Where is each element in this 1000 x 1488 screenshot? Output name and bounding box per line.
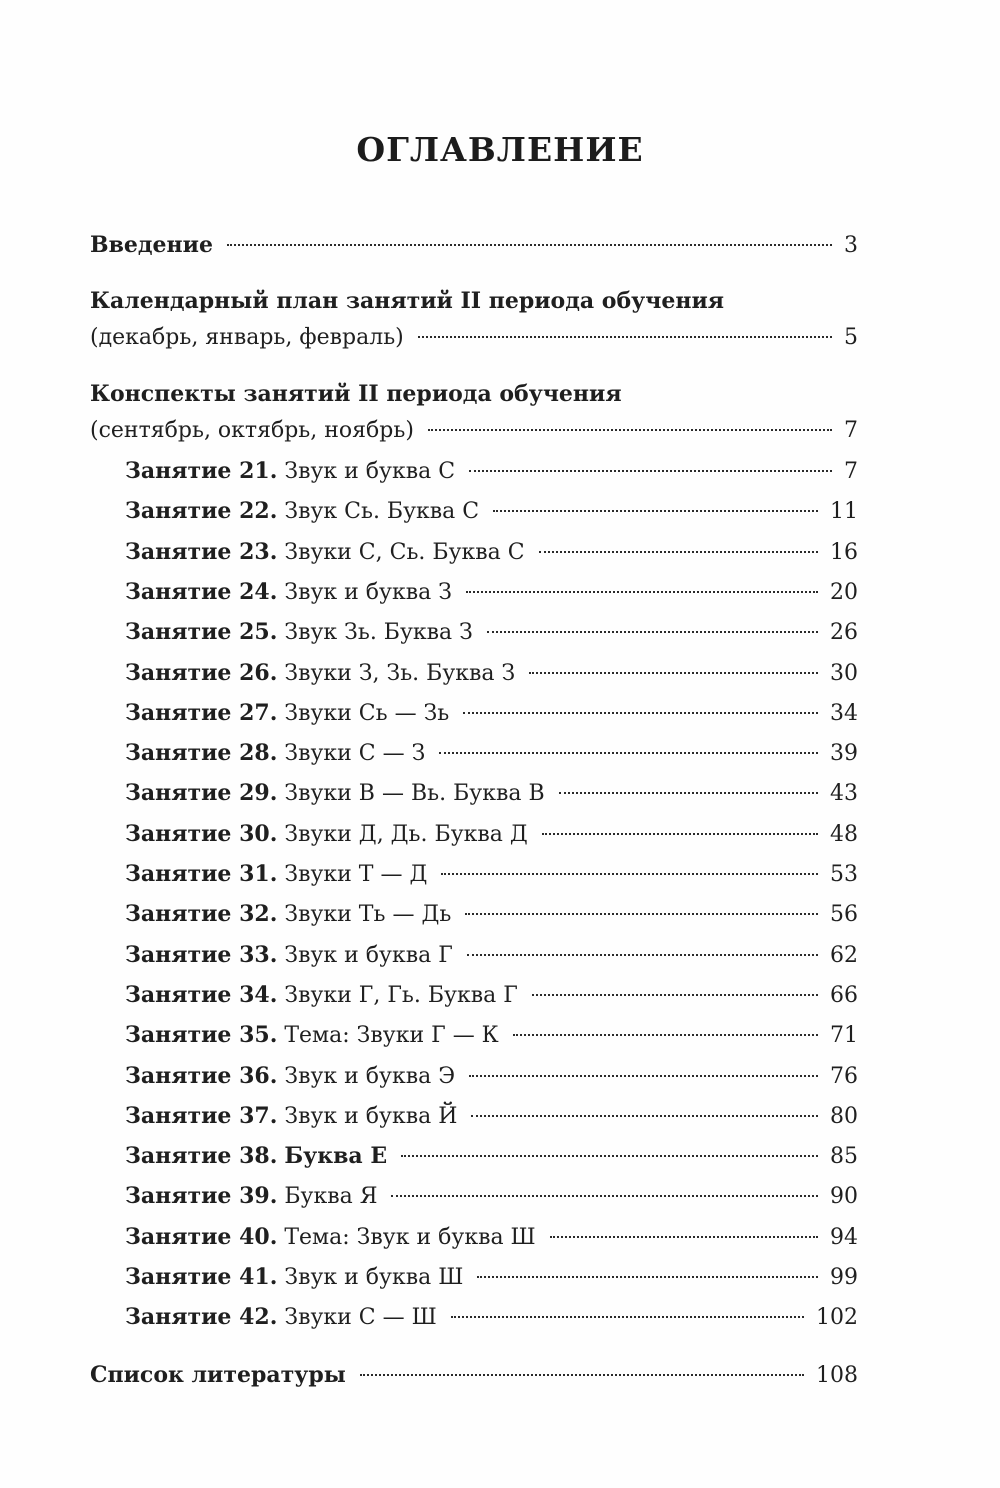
lesson-number: Занятие 29. [125, 780, 278, 807]
dot-leader [513, 1034, 818, 1036]
toc-lesson-entry[interactable] [125, 496, 858, 527]
lesson-topic: Звуки С, Сь. Буква С [284, 539, 525, 565]
dot-leader [428, 429, 832, 431]
lesson-number: Занятие 41. [125, 1264, 278, 1290]
lesson-label [125, 1061, 455, 1092]
toc-page-number: 7 [844, 418, 858, 443]
lesson-number: Занятие 22. [125, 498, 278, 525]
dot-leader [559, 792, 818, 794]
lesson-topic: Звуки З, Зь. Буква З [284, 660, 516, 686]
lesson-topic: Тема: Звуки Г — К [284, 1023, 499, 1049]
toc-page-number: 7 [844, 459, 858, 484]
toc-entry-notes[interactable] [90, 416, 858, 446]
lesson-topic: Звуки Сь — Зь [284, 700, 450, 726]
dot-leader [529, 672, 818, 674]
toc-page-number: 5 [844, 325, 858, 350]
toc-page-number: 26 [830, 620, 858, 646]
lesson-number: Занятие 21. [125, 458, 278, 484]
toc-entry-bibliography[interactable] [90, 1360, 858, 1391]
lesson-label [125, 1262, 463, 1293]
lesson-label [125, 1222, 536, 1253]
lesson-label [125, 859, 427, 890]
lesson-label [125, 1181, 377, 1212]
toc-lesson-entry[interactable] [125, 456, 858, 487]
lesson-topic: Тема: Звук и буква Ш [284, 1224, 536, 1250]
lesson-topic: Звук и буква С [284, 459, 456, 484]
dot-leader [418, 336, 832, 338]
dot-leader [477, 1276, 818, 1278]
dot-leader [471, 1115, 818, 1117]
toc-page-number: 80 [830, 1103, 858, 1129]
lesson-number: Занятие 33. [125, 941, 278, 968]
toc-lesson-entry[interactable] [125, 778, 858, 809]
toc-lesson-entry[interactable] [125, 577, 858, 608]
toc-page-number: 11 [830, 499, 858, 525]
toc-page-number: 56 [830, 902, 858, 928]
lesson-label [125, 496, 479, 527]
lesson-topic: Звук и буква Г [284, 942, 453, 968]
toc-lesson-entry[interactable] [125, 1181, 858, 1212]
lesson-label [125, 617, 473, 648]
lesson-topic: Звуки Г, Гь. Буква Г [284, 982, 518, 1008]
toc-page-number: 102 [816, 1305, 858, 1331]
lesson-topic: Звуки С — Ш [284, 1305, 437, 1331]
toc-lesson-entry[interactable] [125, 1141, 858, 1172]
toc-lesson-entry[interactable] [125, 738, 858, 769]
page-title: ОГЛАВЛЕНИЕ [356, 130, 644, 169]
dot-leader [360, 1374, 804, 1376]
toc-heading-notes[interactable]: Конспекты занятий II периода обучения [90, 381, 622, 407]
toc-page-number: 30 [830, 660, 858, 686]
toc-lesson-entry[interactable] [125, 819, 858, 850]
lesson-number: Занятие 25. [125, 619, 278, 646]
dot-leader [467, 954, 818, 956]
lesson-label [125, 940, 453, 971]
lesson-label [125, 1141, 387, 1172]
toc-entry-calendar[interactable] [90, 323, 858, 353]
lesson-topic: Буква Я [284, 1184, 378, 1210]
toc-entry-intro[interactable] [90, 230, 858, 261]
toc-page-number: 3 [844, 233, 858, 258]
lesson-label [125, 738, 425, 769]
toc-lesson-entry[interactable] [125, 980, 858, 1011]
lesson-label [125, 698, 449, 729]
lesson-label [125, 778, 545, 809]
lesson-label [125, 577, 452, 608]
lesson-number: Занятие 24. [125, 578, 278, 605]
toc-page-number: 62 [830, 942, 858, 968]
lesson-number: Занятие 32. [125, 901, 278, 928]
toc-lesson-entry[interactable] [125, 537, 858, 568]
dot-leader [542, 833, 818, 835]
dot-leader [493, 510, 818, 512]
lesson-topic: Звук и буква З [284, 579, 452, 605]
lesson-number: Занятие 26. [125, 659, 278, 686]
dot-leader [532, 994, 818, 996]
lesson-number: Занятие 39. [125, 1183, 278, 1210]
toc-page-number: 66 [830, 982, 858, 1008]
dot-leader [539, 551, 818, 553]
toc-entry-subtitle: (сентябрь, октябрь, ноябрь) [90, 418, 414, 443]
toc-page-number: 48 [830, 821, 858, 847]
dot-leader [487, 631, 818, 633]
toc-lesson-entry[interactable] [125, 658, 858, 689]
toc-lesson-entry[interactable] [125, 899, 858, 930]
dot-leader [391, 1195, 818, 1197]
dot-leader [465, 913, 818, 915]
dot-leader [451, 1316, 804, 1318]
toc-lesson-entry[interactable] [125, 859, 858, 890]
dot-leader [441, 873, 818, 875]
lesson-number: Занятие 31. [125, 861, 278, 887]
lesson-label [125, 819, 528, 850]
lesson-label [125, 537, 525, 568]
toc-lesson-entry[interactable] [125, 617, 858, 648]
toc-lesson-entry[interactable] [125, 1302, 858, 1333]
lesson-topic: Звуки Д, Дь. Буква Д [284, 821, 528, 847]
toc-lesson-entry[interactable] [125, 1222, 858, 1253]
dot-leader [469, 470, 832, 472]
lesson-label [125, 1302, 437, 1333]
toc-heading-calendar[interactable]: Календарный план занятий II периода обучения [90, 288, 725, 314]
toc-page-number: 53 [830, 862, 858, 887]
toc-lesson-entry[interactable] [125, 1101, 858, 1132]
lesson-number: Занятие 42. [125, 1304, 278, 1331]
dot-leader [466, 591, 818, 593]
lesson-topic: Звук и буква Й [284, 1103, 458, 1129]
toc-lesson-entry[interactable] [125, 940, 858, 971]
toc-lesson-entry[interactable] [125, 1061, 858, 1092]
lesson-topic: Звук и буква Ш [284, 1265, 464, 1290]
lesson-topic: Звук Зь. Буква З [284, 620, 473, 646]
dot-leader [401, 1155, 818, 1157]
lesson-label [125, 456, 455, 487]
lesson-number: Занятие 38. [125, 1143, 278, 1170]
lesson-topic: Звук Сь. Буква С [284, 499, 480, 525]
toc-page-number: 34 [830, 700, 858, 726]
toc-page-number: 39 [830, 741, 858, 767]
toc-page-number: 76 [830, 1063, 858, 1089]
lesson-topic: Звуки В — Вь. Буква В [284, 781, 545, 807]
dot-leader [439, 752, 818, 754]
lesson-label [125, 658, 515, 689]
toc-page-number: 20 [830, 579, 858, 605]
dot-leader [463, 712, 818, 714]
toc-page-number: 85 [830, 1144, 858, 1170]
dot-leader [550, 1236, 818, 1238]
lesson-topic: Буква Е [284, 1143, 388, 1170]
lesson-number: Занятие 34. [125, 981, 278, 1008]
toc-page-number: 43 [830, 781, 858, 807]
dot-leader [227, 244, 832, 246]
lesson-number: Занятие 23. [125, 538, 278, 565]
toc-entry-label: Введение [90, 232, 213, 258]
toc-page-number: 90 [830, 1184, 858, 1210]
toc-lesson-entry[interactable] [125, 1262, 858, 1293]
toc-lesson-entry[interactable] [125, 1020, 858, 1051]
lesson-topic: Звук и буква Э [284, 1063, 456, 1089]
toc-page-number: 99 [830, 1265, 858, 1290]
lesson-number: Занятие 37. [125, 1102, 278, 1129]
dot-leader [469, 1075, 818, 1077]
lesson-topic: Звуки Т — Д [284, 862, 428, 887]
lesson-number: Занятие 36. [125, 1062, 278, 1089]
lesson-label [125, 1101, 457, 1132]
lesson-number: Занятие 28. [125, 740, 278, 767]
toc-page-number: 94 [830, 1224, 858, 1250]
toc-page-number: 71 [830, 1023, 858, 1049]
toc-lesson-entry[interactable] [125, 698, 858, 729]
lesson-number: Занятие 35. [125, 1022, 278, 1049]
lesson-topic: Звуки Ть — Дь [284, 902, 452, 928]
toc-entry-subtitle: (декабрь, январь, февраль) [90, 325, 404, 350]
lesson-topic: Звуки С — З [284, 741, 426, 767]
lesson-number: Занятие 30. [125, 820, 278, 847]
toc-page-number: 16 [830, 539, 858, 565]
lesson-label [125, 980, 518, 1011]
toc-entry-label: Список литературы [90, 1362, 346, 1388]
lesson-label [125, 899, 451, 930]
lesson-number: Занятие 40. [125, 1223, 278, 1250]
toc-page-number: 108 [816, 1363, 858, 1388]
lesson-number: Занятие 27. [125, 699, 278, 726]
lesson-label [125, 1020, 499, 1051]
